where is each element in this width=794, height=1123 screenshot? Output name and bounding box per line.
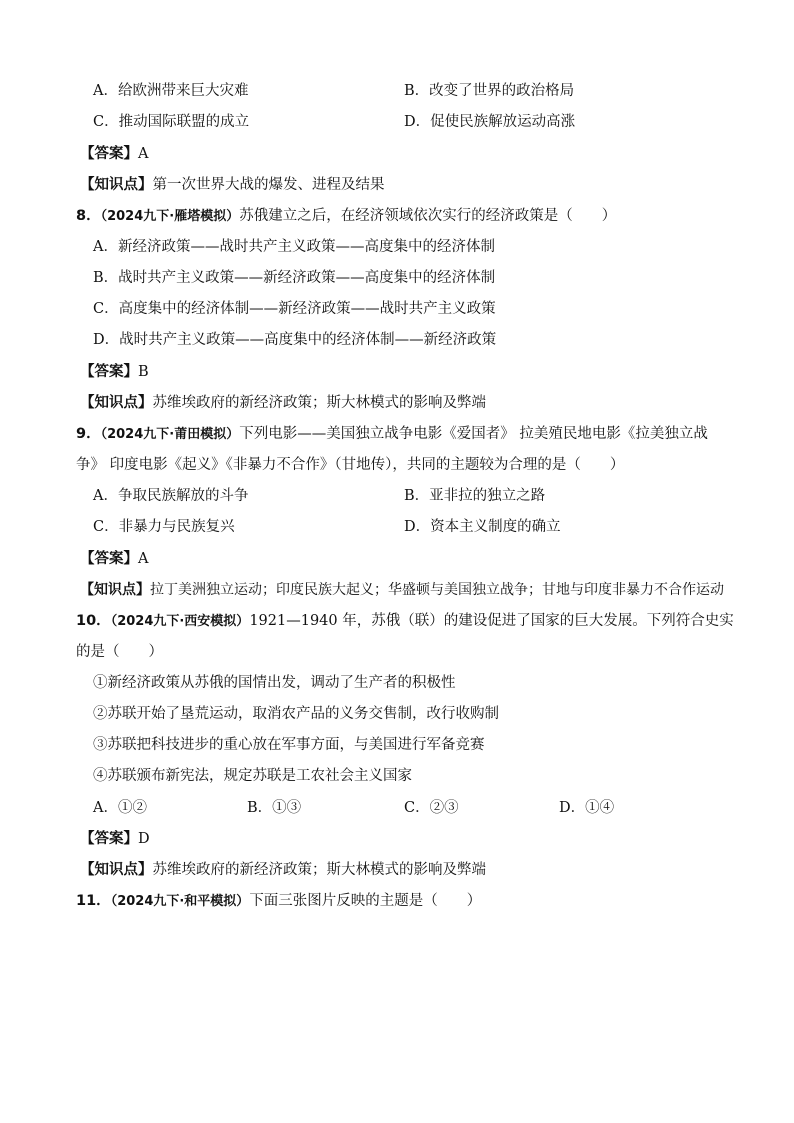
question-source: （2024九下·和平模拟） bbox=[110, 894, 250, 909]
q9-stem-line2: 争》 印度电影《起义》《非暴力不合作》（甘地传），共同的主题较为合理的是（ ） bbox=[76, 457, 625, 473]
q7-option-a: A．给欧洲带来巨大灾难 bbox=[93, 83, 249, 99]
question-number: 10． bbox=[76, 613, 111, 629]
q8-option-d: D．战时共产主义政策——高度集中的经济体制——新经济政策 bbox=[93, 332, 497, 348]
question-text: 下面三张图片反映的主题是（ ） bbox=[249, 893, 482, 909]
kp-label: 【知识点】 bbox=[80, 395, 153, 411]
question-text: 苏俄建立之后，在经济领域依次实行的经济政策是（ ） bbox=[239, 208, 617, 224]
q10-option-a: A．①② bbox=[93, 800, 147, 816]
question-source: （2024九下·雁塔模拟） bbox=[100, 209, 240, 224]
kp-label: 【知识点】 bbox=[80, 582, 150, 598]
q11-stem bbox=[76, 891, 481, 912]
q10-item-4: ④苏联颁布新宪法，规定苏联是工农社会主义国家 bbox=[93, 768, 412, 784]
kp-label: 【知识点】 bbox=[80, 177, 153, 193]
q9-option-a: A．争取民族解放的斗争 bbox=[93, 488, 249, 504]
q10-option-d: D．①④ bbox=[559, 800, 615, 816]
q7-option-c: C．推动国际联盟的成立 bbox=[93, 114, 250, 130]
kp-value: 苏维埃政府的新经济政策；斯大林模式的影响及弊端 bbox=[152, 395, 486, 411]
q9-stem-line1 bbox=[76, 424, 708, 445]
q7-knowledge-point bbox=[80, 175, 385, 195]
question-source: （2024九下·西安模拟） bbox=[110, 614, 250, 629]
q8-answer bbox=[80, 362, 149, 382]
question-text: 下列电影——美国独立战争电影《爱国者》 拉美殖民地电影《拉美独立战 bbox=[239, 426, 708, 442]
q10-stem-line1 bbox=[76, 611, 734, 632]
q7-option-b: B．改变了世界的政治格局 bbox=[404, 83, 575, 99]
answer-value: D bbox=[138, 831, 150, 847]
question-number: 11． bbox=[76, 893, 111, 909]
q8-option-c: C．高度集中的经济体制——新经济政策——战时共产主义政策 bbox=[93, 301, 496, 317]
q8-stem bbox=[76, 206, 616, 227]
q10-item-2: ②苏联开始了垦荒运动，取消农产品的义务交售制，改行收购制 bbox=[93, 706, 499, 722]
kp-value: 苏维埃政府的新经济政策；斯大林模式的影响及弊端 bbox=[152, 862, 486, 878]
question-source: （2024九下·莆田模拟） bbox=[100, 427, 240, 442]
q8-option-a: A．新经济政策——战时共产主义政策——高度集中的经济体制 bbox=[93, 239, 495, 255]
q8-option-b: B．战时共产主义政策——新经济政策——高度集中的经济体制 bbox=[93, 270, 496, 286]
q10-item-3: ③苏联把科技进步的重心放在军事方面，与美国进行军备竞赛 bbox=[93, 737, 485, 753]
answer-label: 【答案】 bbox=[80, 364, 138, 380]
answer-value: A bbox=[138, 551, 149, 567]
q8-knowledge-point bbox=[80, 393, 486, 413]
q10-option-b: B．①③ bbox=[247, 800, 302, 816]
q10-option-c: C．②③ bbox=[404, 800, 459, 816]
q9-option-c: C．非暴力与民族复兴 bbox=[93, 519, 235, 535]
q9-knowledge-point bbox=[80, 580, 724, 600]
q9-option-b: B．亚非拉的独立之路 bbox=[404, 488, 546, 504]
q7-answer bbox=[80, 144, 148, 164]
q10-item-1: ①新经济政策从苏俄的国情出发，调动了生产者的积极性 bbox=[93, 675, 456, 691]
q9-answer bbox=[80, 549, 148, 569]
kp-value: 拉丁美洲独立运动；印度民族大起义；华盛顿与美国独立战争；甘地与印度非暴力不合作运动 bbox=[150, 582, 724, 598]
q9-option-d: D．资本主义制度的确立 bbox=[404, 519, 561, 535]
q10-answer bbox=[80, 829, 150, 849]
answer-label: 【答案】 bbox=[80, 831, 138, 847]
kp-value: 第一次世界大战的爆发、进程及结果 bbox=[152, 177, 385, 193]
question-text: 1921—1940 年，苏俄（联）的建设促进了国家的巨大发展。下列符合史实 bbox=[249, 613, 734, 629]
answer-label: 【答案】 bbox=[80, 146, 138, 162]
answer-label: 【答案】 bbox=[80, 551, 138, 567]
kp-label: 【知识点】 bbox=[80, 862, 153, 878]
q7-option-d: D．促使民族解放运动高涨 bbox=[404, 114, 576, 130]
answer-value: B bbox=[138, 364, 149, 380]
question-number: 9． bbox=[76, 426, 101, 442]
q10-stem-line2: 的是（ ） bbox=[76, 644, 163, 660]
q10-knowledge-point bbox=[80, 860, 486, 880]
question-number: 8． bbox=[76, 208, 101, 224]
answer-value: A bbox=[138, 146, 149, 162]
